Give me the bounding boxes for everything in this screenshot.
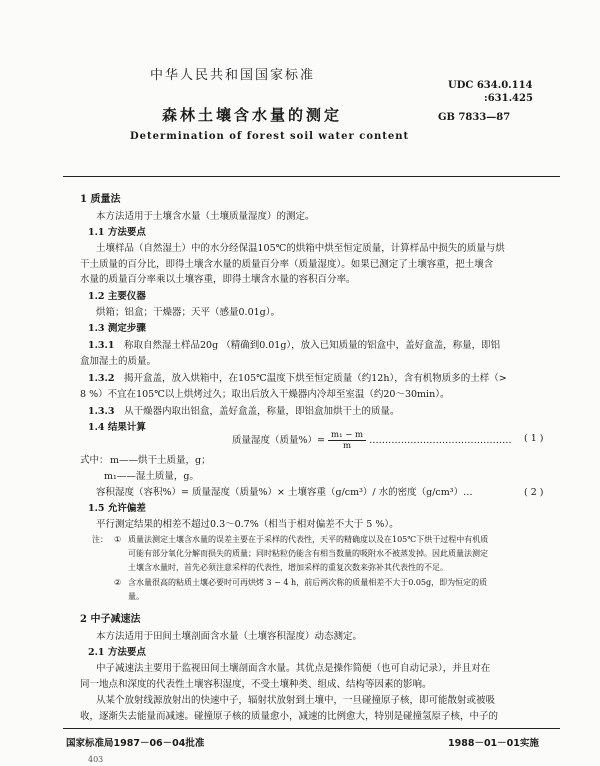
section-1-4-heading: 1.4 结果计算 bbox=[88, 422, 146, 433]
section-2-1-line4: 收，逐渐失去能量而减速。碰撞原子核的质量愈小，减速的比例愈大，特别是碰撞氢原子核，中子的 bbox=[80, 711, 499, 722]
page-number: 403 bbox=[88, 755, 104, 764]
note-label: 注： bbox=[92, 535, 108, 544]
section-1-3-3-label: 1.3.3 bbox=[88, 406, 115, 417]
section-1-3-heading: 1.3 测定步骤 bbox=[88, 323, 146, 334]
formula-2: 容积湿度（容积%）= 质量湿度（质量%）× 土壤容重（g/cm³）/ 水的密度（g/cm³）… bbox=[96, 487, 473, 498]
formula-1-label: 质量湿度（质量%）= bbox=[232, 435, 325, 446]
formula-1 bbox=[232, 430, 512, 451]
formula-1-leader: ……………………………………… bbox=[369, 435, 512, 446]
section-1-2-heading: 1.2 主要仪器 bbox=[88, 291, 146, 302]
section-1-1-line2: 干土质量的百分比，即得土壤含水量的质量百分率（质量湿度）。如果已测定了土壤容重，把土壤含 bbox=[80, 259, 494, 270]
note-1-line1: 质量法测定土壤含水量的误差主要在于采样的代表性，天平的精确度以及在105℃下烘干过程中有机质 bbox=[128, 535, 489, 544]
gb-number: GB 7833—87 bbox=[438, 112, 511, 123]
section-1-3-1-line2: 盒加湿土的质量。 bbox=[80, 356, 157, 367]
section-2-1-line2: 同一地点和深度的代表性土壤容积湿度，不受土壤种类、组成、结构等因素的影响。 bbox=[80, 679, 432, 690]
formula-1-denominator: m bbox=[343, 441, 352, 451]
formula-1-number: ( 1 ) bbox=[524, 433, 544, 444]
implementation-date: 1988－01－01实施 bbox=[448, 738, 539, 749]
where-m: m——烘干土质量，g； bbox=[110, 455, 211, 466]
section-2-heading: 2 中子减速法 bbox=[80, 614, 141, 625]
section-1-3-2-line1: 揭开盒盖，放入烘箱中，在105℃温度下烘至恒定质量（约12h），含有机物质多的土样（> bbox=[124, 373, 507, 384]
standard-title: 森林土壤含水量的测定 bbox=[162, 106, 343, 124]
note-1-line3: 土壤含水量时，首先必须注意采样的代表性，增加采样的重复次数来弥补其代表性的不足。 bbox=[128, 563, 448, 572]
section-1-3-1-line1: 称取自然湿土样品20g （精确到0.01g），放入已知质量的铝盒中，盖好盒盖，称量，即铝 bbox=[124, 340, 501, 351]
section-1-3-1-label: 1.3.1 bbox=[88, 340, 115, 351]
section-1-5-heading: 1.5 允许偏差 bbox=[88, 503, 146, 514]
where-m1: m₁——湿土质量，g。 bbox=[104, 471, 199, 482]
note-2-line1: 含水量很高的粘质土壤必要时可再烘烤 3 − 4 h，前后两次称的质量相差不大于0.05g，即为恒定的质 bbox=[128, 578, 488, 587]
formula-2-number: ( 2 ) bbox=[524, 487, 544, 498]
note-2-mark: ② bbox=[114, 578, 122, 587]
section-2-1-line3: 从某个放射线源放射出的快速中子，辐射状放射到土壤中，一旦碰撞原子核，即可能散射或被吸 bbox=[96, 695, 496, 706]
section-2-intro: 本方法适用于田间土壤剖面含水量（土壤容积湿度）动态测定。 bbox=[96, 631, 363, 642]
note-1-mark: ① bbox=[114, 535, 122, 544]
formula-1-fraction bbox=[328, 430, 366, 451]
where-label: 式中： bbox=[80, 455, 109, 466]
section-1-heading: 1 质量法 bbox=[80, 194, 121, 205]
section-1-3-3-line: 从干燥器内取出铝盒，盖好盒盖，称量，即铝盒加烘干土的质量。 bbox=[124, 406, 400, 417]
section-1-2-line: 烘箱；铝盒；干燥器；天平（感量0.01g）。 bbox=[96, 307, 280, 318]
section-2-1-line1: 中子减速法主要用于监视田间土壤剖面含水量。其优点是操作简便（也可自动记录），并且对在 bbox=[96, 663, 491, 674]
footer-divider bbox=[63, 728, 560, 729]
udc-code-line2: :631.425 bbox=[484, 93, 533, 104]
section-1-5-line: 平行测定结果的相差不超过0.3～0.7%（相当于相对偏差不大于 5 %）。 bbox=[96, 519, 399, 530]
section-1-3-2-label: 1.3.2 bbox=[88, 373, 115, 384]
section-1-1-heading: 1.1 方法要点 bbox=[88, 227, 146, 238]
section-1-3-2-line2: 8 %）不宜在105℃以上烘烤过久；取出后放入干燥器内冷却至室温（约20～30min）。 bbox=[80, 389, 450, 400]
issuing-org: 中华人民共和国国家标准 bbox=[150, 68, 316, 83]
udc-code-line1: UDC 634.0.114 bbox=[448, 80, 533, 91]
approval-date: 国家标准局1987－06－04批准 bbox=[66, 738, 205, 749]
note-1-line2: 可能有部分氧化分解而损失的质量；同时粘粒仍能含有相当数量的吸附水不被蒸发掉。因此质量法测定 bbox=[128, 549, 488, 558]
header-divider bbox=[63, 176, 560, 177]
section-1-1-line1: 土壤样品（自然湿土）中的水分经保温105℃的烘箱中烘至恒定质量，计算样品中损失的质量与烘 bbox=[96, 243, 505, 254]
section-1-intro: 本方法适用于土壤含水量（土壤质量湿度）的测定。 bbox=[96, 211, 315, 222]
section-1-1-line3: 水量的质量百分率乘以土壤容重，即得土壤含水量的容积百分率。 bbox=[80, 274, 356, 285]
english-title: Determination of forest soil water content bbox=[130, 131, 410, 142]
note-2-line2: 量。 bbox=[128, 592, 144, 601]
section-2-1-heading: 2.1 方法要点 bbox=[88, 647, 146, 658]
formula-1-numerator: m₁ − m bbox=[328, 430, 366, 441]
